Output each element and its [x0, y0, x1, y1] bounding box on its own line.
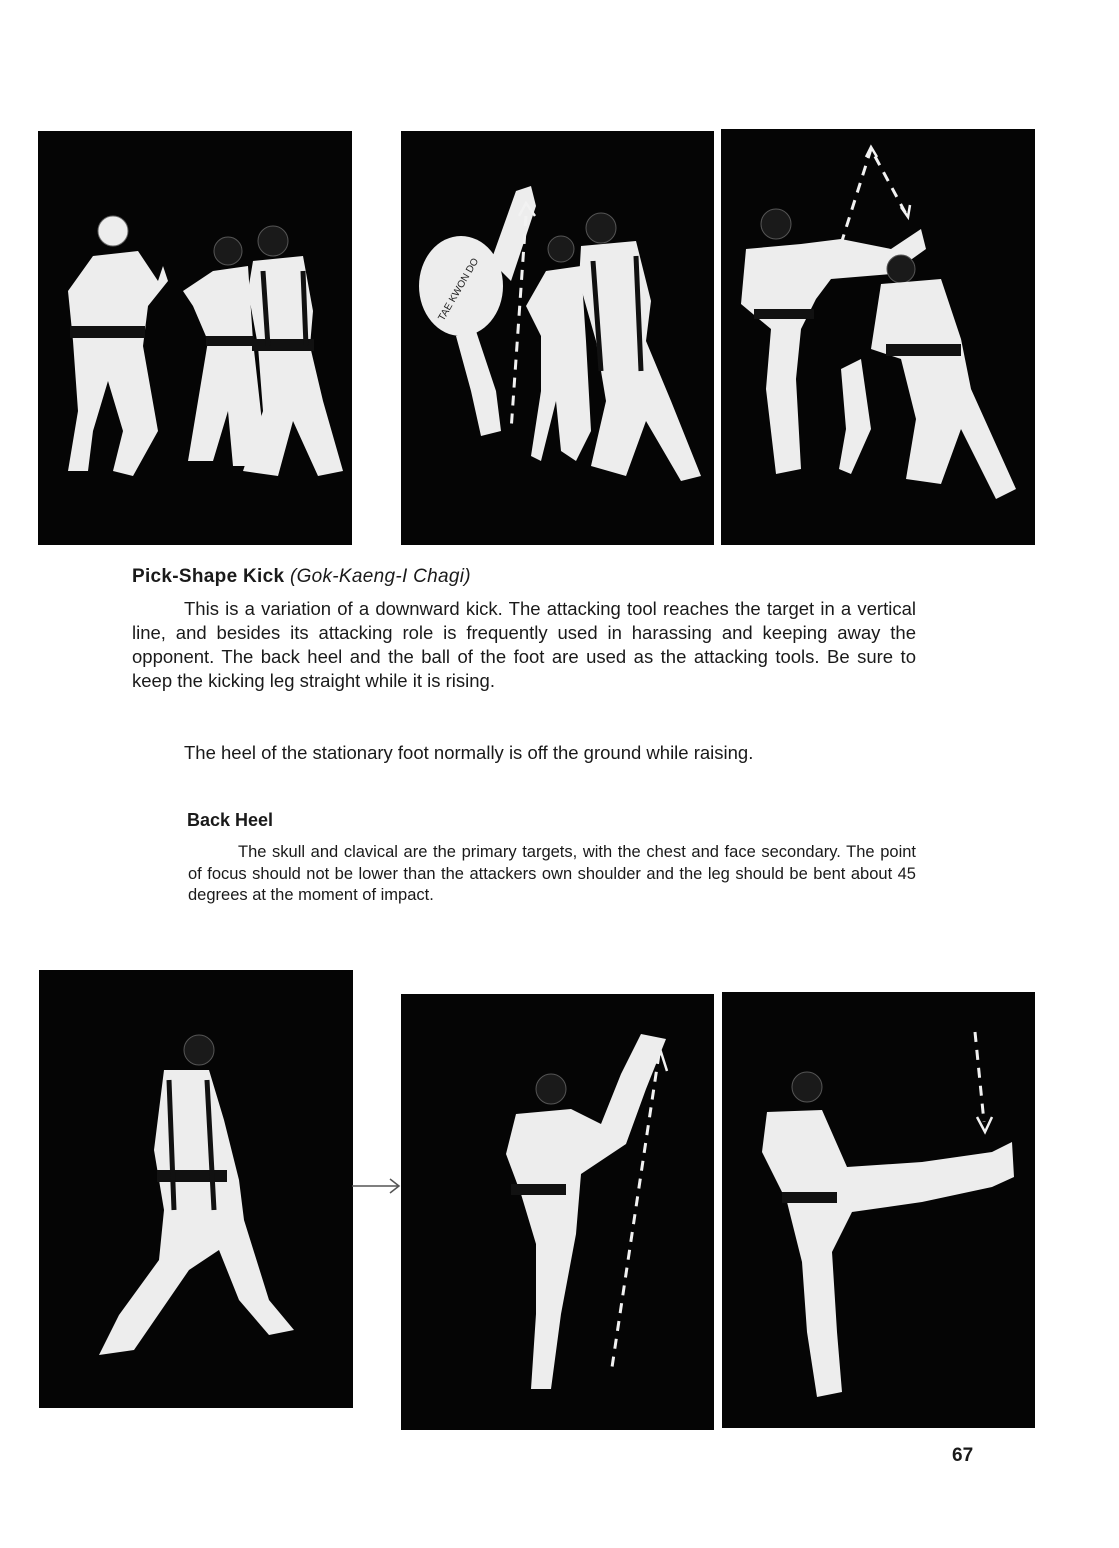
body-paragraph-1-text: This is a variation of a downward kick. The attacking tool reaches the target in a vertical line, and besides its attacking role is frequently used in harassing and keeping away the opponent. The back heel and the ball of the foot are used as the attacking tools. Be sure to keep the kicking leg straight while it is rising.: [132, 598, 916, 691]
section-title-korean: (Gok-Kaeng-I Chagi): [289, 566, 471, 587]
photo-walking-stance-figure: [39, 970, 353, 1408]
sequence-arrow-icon: [352, 1176, 402, 1196]
subsection-paragraph-text: The skull and clavical are the primary targets, with the chest and face secondary. The point of focus should not be lower than the attackers own shoulder and the leg should be bent about 45 degrees at the moment of impact.: [188, 843, 916, 904]
photo-leg-raised-straight-figure: [401, 994, 714, 1430]
subsection-heading: Back Heel: [187, 810, 274, 830]
photo-kick-peak-figures: [721, 129, 1035, 545]
subsection-paragraph: [188, 842, 916, 907]
section-title: [132, 566, 471, 588]
body-paragraph-2-text: The heel of the stationary foot normally is off the ground while raising.: [184, 742, 754, 763]
photo-sparring-stance-figures: [38, 131, 352, 545]
body-paragraph-2: [132, 741, 916, 765]
photo-kick-peak: [721, 129, 1035, 545]
photo-leg-raised-straight: [401, 994, 714, 1430]
photo-kick-rising-figures: [401, 131, 714, 545]
photo-heel-strike-figure: [722, 992, 1035, 1428]
photo-kick-rising: [401, 131, 714, 545]
photo-sparring-stance: [38, 131, 352, 545]
section-title-main: Pick-Shape Kick: [132, 566, 285, 587]
photo-walking-stance: [39, 970, 353, 1408]
uniform-logo-text: TAE KWON DO: [436, 256, 482, 323]
body-paragraph-1: [132, 597, 916, 693]
photo-heel-strike: [722, 992, 1035, 1428]
page-number: 67: [952, 1445, 974, 1466]
